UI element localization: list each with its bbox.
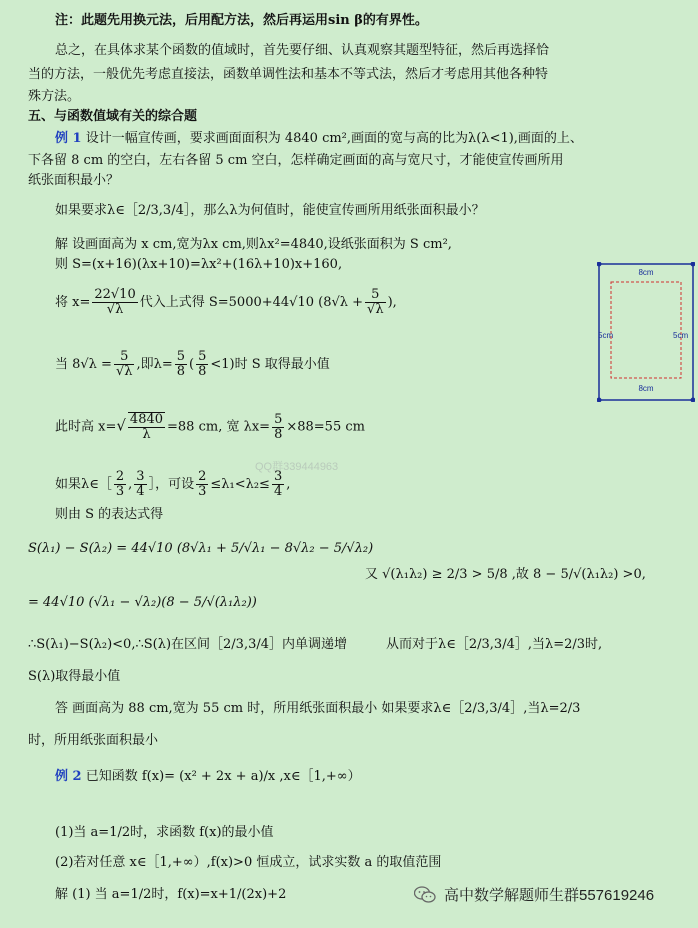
f23-den: 3 [115, 484, 125, 499]
wechat-icon [414, 886, 436, 904]
solution-line-3 [55, 288, 397, 317]
f34b-den: 4 [273, 484, 283, 499]
range-suffix: , [286, 477, 291, 492]
fraction-5-8b-num: 5 [198, 349, 207, 364]
solution-text-10a: ∴S(λ₁)−S(λ₂)<0,∴S(λ)在区间［2/3,3/4］内单调递增 [28, 637, 347, 652]
example-1-text-2: 下各留 8 cm 的空白，左右各留 5 cm 空白，怎样确定画面的高与宽尺寸，才能使宣传画所用 [28, 153, 564, 168]
label-left: 5cm [598, 331, 614, 340]
height-prefix: 此时高 x= [55, 419, 117, 435]
note-text: 注：此题先用换元法，后用配方法，然后再运用sin β的有界性。 [55, 13, 428, 28]
range-prefix: 如果λ∈［ [55, 477, 112, 492]
example-2-q1-text: (1)当 a=1/2时，求函数 f(x)的最小值 [55, 825, 274, 840]
fraction-4840-num: 4840 [129, 412, 164, 427]
example-2-line [55, 768, 361, 786]
solution-line-2 [55, 256, 342, 274]
answer-text-2: 时，所用纸张面积最小 [28, 733, 159, 748]
solution-text-11: S(λ)取得最小值 [28, 669, 121, 684]
example-2-solution [55, 886, 286, 904]
solution-text-8: S(λ₁) − S(λ₂) = 44√10 (8√λ₁ + 5/√λ₁ − 8√λ₂ − 5/√λ₂) [28, 541, 374, 556]
example-2-q1 [55, 824, 274, 842]
label-right: 5cm [673, 331, 689, 340]
f23b-den: 3 [198, 484, 207, 499]
fraction-x [92, 288, 137, 317]
corner-dot-tl [597, 262, 602, 267]
summary-line-1 [55, 42, 549, 60]
f34-num: 3 [136, 469, 145, 484]
summary-text-1: 总之，在具体求某个函数的值域时，首先要仔细、认真观察其题型特征，然后再选择恰 [55, 43, 550, 58]
fraction-5-8c-den: 8 [274, 426, 283, 442]
corner-dot-br [691, 398, 696, 403]
f34b-num: 3 [273, 469, 283, 484]
f34-den: 4 [136, 484, 145, 499]
height-suffix: ×88=55 cm [286, 419, 365, 435]
example-1-line-3 [28, 172, 119, 190]
fraction-3-4-b [272, 470, 284, 499]
fraction-3-4 [134, 470, 146, 499]
fraction-5-sqrt [365, 288, 386, 317]
footer-brand [414, 884, 654, 905]
fraction-x-num: 22√10 [94, 287, 136, 302]
answer-line-2 [28, 732, 158, 750]
solution-line-6: 如果λ∈［ $\frac{2}{3}$ , $\frac{3}{4}$ ］，可设 $\frac{2}{3}$ ≤λ₁<λ₂≤ $\frac{3}{4}$ , [55, 469, 291, 499]
summary-text-2: 当的方法，一般优先考虑直接法，函数单调性法和基本不等式法，然后才考虑用其他各种特 [28, 67, 549, 82]
sub-middle: 代入上式得 S=5000+44√10 (8√λ + [139, 295, 364, 310]
answer-text-1: 答 画面高为 88 cm,宽为 55 cm 时，所用纸张面积最小 如果要求λ∈［2/3,3/4］,当λ=2/3 [55, 701, 581, 716]
example-1-question-text: 如果要求λ∈［2/3,3/4］，那么λ为何值时，能使宣传画所用纸张面积最小？ [55, 203, 485, 218]
fraction-2-3-b [196, 470, 208, 499]
min-cond-b: ,即λ= [136, 357, 173, 372]
summary-line-3 [28, 88, 80, 106]
solution-text-1: 解 设画面高为 x cm,宽为λx cm,则λx²=4840,设纸张面积为 S cm², [55, 237, 452, 252]
example-2-text: 已知函数 f(x)= (x² + 2x + a)/x ,x∈［1,+∞） [85, 769, 361, 784]
solution-line-8 [28, 540, 373, 558]
solution-line-7 [55, 506, 163, 524]
solution-text-9: = 44√10 (√λ₁ − √λ₂)(8 − 5/√(λ₁λ₂)) [28, 595, 257, 610]
image-area [611, 282, 681, 378]
fraction-5-8 [175, 350, 187, 379]
range-ineq: ≤λ₁<λ₂≤ [210, 477, 270, 492]
fraction-num: 5 [365, 288, 386, 303]
fraction-5-8-den: 8 [176, 364, 186, 379]
example-1-line-2 [28, 152, 564, 170]
solution-line-1 [55, 236, 452, 254]
min-cond-c: ( [189, 357, 195, 372]
example-2-solution-text: 解 (1) 当 a=1/2时，f(x)=x+1/(2x)+2 [55, 887, 287, 902]
f23b-num: 2 [198, 469, 207, 484]
fraction-5-8-c [272, 413, 284, 442]
solution-line-5 [55, 412, 365, 442]
solution-line-11 [28, 668, 120, 686]
solution-line-4 [55, 350, 330, 379]
example-2-label: 例 2 [55, 769, 82, 784]
sqrt-sign: √ [116, 416, 126, 435]
summary-line-2 [28, 66, 548, 84]
solution-line-8-right [365, 566, 646, 584]
solution-line-9 [28, 594, 257, 612]
fraction-den-2: √λ [115, 364, 133, 379]
solution-text-2: 则 S=(x+16)(λx+10)=λx²+(16λ+10)x+160, [55, 257, 343, 272]
solution-text-7: 则由 S 的表达式得 [55, 507, 164, 522]
sub-prefix: 将 x= [55, 295, 91, 310]
fraction-5-8b-den: 8 [198, 364, 207, 379]
example-1-text-1: 设计一幅宣传画，要求画面面积为 4840 cm²,画面的宽与高的比为λ(λ<1),画面的上、 [85, 131, 583, 146]
min-cond-d: <1)时 S 取得最小值 [210, 357, 330, 372]
min-cond-a: 当 8√λ = [55, 357, 112, 372]
fraction-5-8-num: 5 [176, 349, 186, 364]
fraction-5-sqrt-2 [114, 350, 135, 379]
example-2-q2-text: (2)若对任意 x∈［1,+∞）,f(x)>0 恒成立，试求实数 a 的取值范围 [55, 855, 442, 870]
example-1-text-3: 纸张面积最小？ [28, 173, 120, 188]
section-title-text: 五、与函数值域有关的综合题 [28, 109, 198, 124]
fraction-x-den: √λ [106, 302, 124, 317]
example-1-line-1 [55, 130, 583, 148]
height-middle: =88 cm, 宽 λx= [167, 419, 271, 435]
range-middle: ］，可设 [148, 477, 195, 492]
fraction-den: √λ [367, 302, 384, 317]
fraction-4840-lambda [128, 412, 165, 442]
example-1-label: 例 1 [55, 131, 82, 146]
label-bottom: 8cm [638, 384, 654, 393]
corner-dot-tr [691, 262, 696, 267]
fraction-2-3 [114, 470, 126, 499]
section-title [28, 108, 197, 126]
fraction-4840-den: λ [142, 427, 151, 442]
solution-text-10b: 从而对于λ∈［2/3,3/4］,当λ=2/3时, [386, 637, 603, 652]
example-2-q2 [55, 854, 441, 872]
fraction-5-8c-num: 5 [274, 411, 283, 427]
solution-line-10b [386, 636, 602, 654]
summary-text-3: 殊方法。 [28, 89, 81, 104]
note-line [55, 12, 428, 30]
answer-line-1 [55, 700, 580, 718]
brand-text: 高中数学解题师生群557619246 [444, 887, 655, 904]
example-1-question [55, 202, 485, 220]
f23-num: 2 [115, 469, 125, 484]
solution-line-10 [28, 636, 347, 654]
fraction-5-8-b [196, 350, 208, 379]
fraction-num-2: 5 [114, 350, 135, 365]
label-top: 8cm [638, 268, 654, 277]
corner-dot-bl [597, 398, 602, 403]
qq-watermark: QQ群339444963 [255, 461, 339, 473]
poster-diagram [597, 262, 695, 402]
solution-text-8-right: 又 √(λ₁λ₂) ≥ 2/3 > 5/8 ,故 8 − 5/√(λ₁λ₂) >0, [365, 567, 646, 582]
sub-suffix: ), [387, 295, 397, 310]
